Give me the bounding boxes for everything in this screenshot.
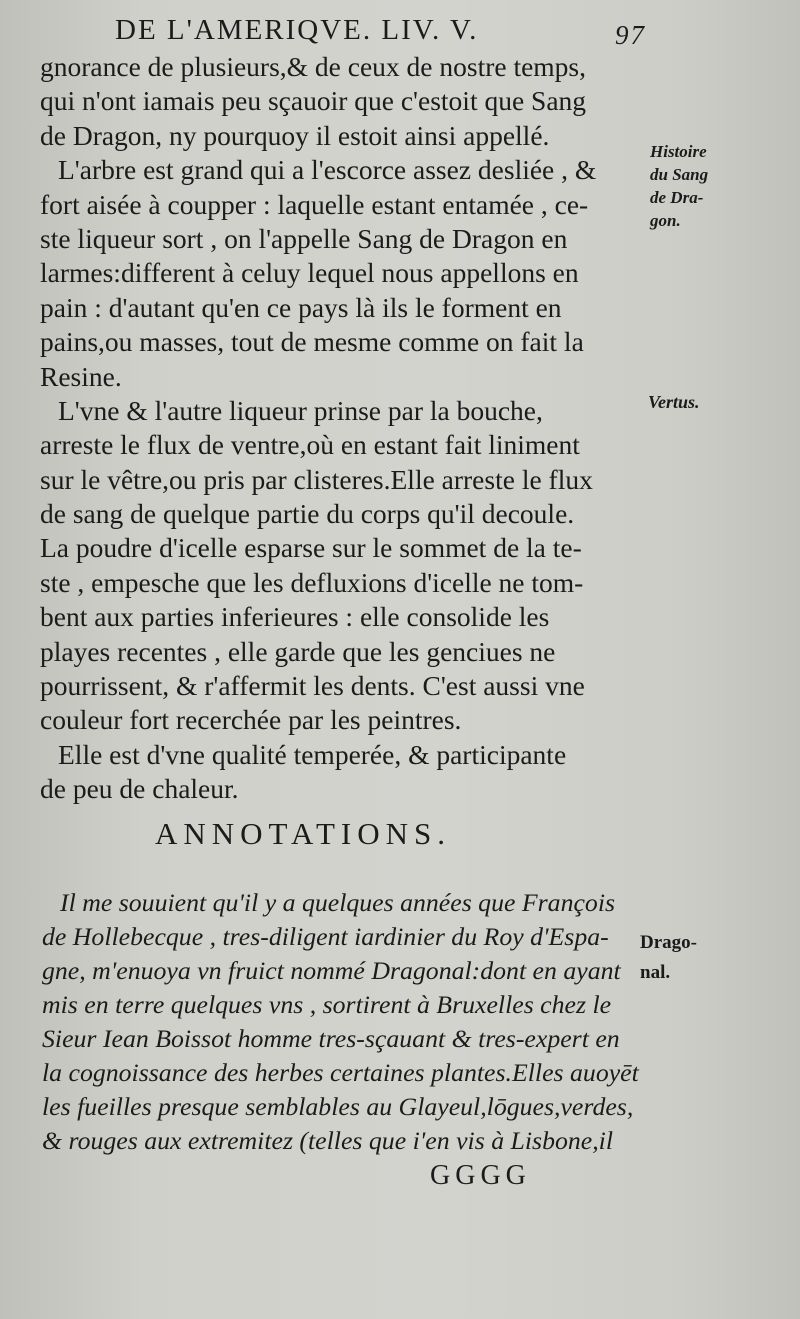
text-line: gnorance de plusieurs,& de ceux de nostre temps,: [40, 51, 587, 82]
margin-note-dragonal: [640, 928, 697, 988]
text-line: qui n'ont iamais peu sçauoir que c'estoit que Sang: [40, 85, 587, 117]
annotation-line: Il me souuient qu'il y a quelques années que François: [60, 888, 616, 917]
margin-note-line: de Dra-: [650, 188, 704, 207]
text-line: L'arbre est grand qui a l'escorce assez desliée , &: [58, 154, 597, 186]
text-line: couleur fort recerchée par les peintres.: [40, 704, 462, 736]
margin-note-line: du Sang: [650, 165, 709, 184]
margin-note-line: nal.: [640, 962, 671, 983]
main-text: [40, 50, 645, 807]
annotation-line: la cognoissance des herbes certaines plantes.Elles auoyēt: [42, 1058, 639, 1087]
annotation-line: mis en terre quelques vns , sortirent à Bruxelles chez le: [42, 990, 612, 1019]
text-line: de Dragon, ny pourquoy il estoit ainsi appellé.: [40, 119, 550, 151]
margin-note-vertus: Vertus.: [648, 392, 700, 412]
text-line: pain : d'autant qu'en ce pays là ils le forment en: [40, 291, 562, 323]
text-line: Resine.: [40, 360, 122, 392]
text-line: bent aux parties inferieures : elle consolide les: [40, 601, 550, 633]
annotations-text: [42, 886, 652, 1158]
annotation-line: de Hollebecque , tres-diligent iardinier du Roy d'Espa-: [42, 922, 609, 951]
text-line: ste , empesche que les defluxions d'icelle ne tom-: [40, 566, 584, 598]
margin-note-histoire: [650, 140, 708, 232]
text-line: playes recentes , elle garde que les genciues ne: [40, 635, 556, 667]
text-line: La poudre d'icelle esparse sur le sommet de la te-: [40, 532, 582, 564]
annotation-line: & rouges aux extremitez (telles que i'en vis à Lisbone,il: [42, 1126, 614, 1155]
text-line: pains,ou masses, tout de mesme comme on fait la: [40, 326, 584, 358]
page-number: 97: [615, 20, 646, 50]
annotation-line: Sieur Iean Boissot homme tres-sçauant & tres-expert en: [42, 1024, 620, 1053]
annotation-line: les fueilles presque semblables au Glayeul,lōgues,verdes,: [42, 1092, 634, 1121]
text-line: Elle est d'vne qualité temperée, & participante: [58, 738, 567, 770]
text-line: ste liqueur sort , on l'appelle Sang de Dragon en: [40, 222, 568, 254]
text-line: de peu de chaleur.: [40, 773, 239, 805]
signature-mark: GGGG: [430, 1160, 531, 1191]
margin-note-line: Drago-: [640, 932, 697, 953]
margin-note-line: gon.: [650, 211, 681, 230]
margin-note-line: Histoire: [650, 142, 707, 161]
running-title: DE L'AMERIQVE. LIV. V.: [115, 14, 479, 46]
text-line: arreste le flux de ventre,où en estant fait liniment: [40, 429, 580, 461]
text-line: larmes:different à celuy lequel nous appellons en: [40, 257, 579, 289]
text-line: sur le vêtre,ou pris par clisteres.Elle arreste le flux: [40, 463, 593, 495]
text-line: de sang de quelque partie du corps qu'il decoule.: [40, 498, 575, 530]
text-line: L'vne & l'autre liqueur prinse par la bouche,: [58, 394, 543, 426]
annotation-line: gne, m'enuoya vn fruict nommé Dragonal:dont en ayant: [42, 956, 621, 985]
text-line: pourrissent, & r'affermit les dents. C'est aussi vne: [40, 670, 585, 702]
annotations-heading: ANNOTATIONS.: [155, 816, 451, 851]
text-line: fort aisée à coupper : laquelle estant entamée , ce-: [40, 188, 589, 220]
running-header: [115, 14, 650, 48]
